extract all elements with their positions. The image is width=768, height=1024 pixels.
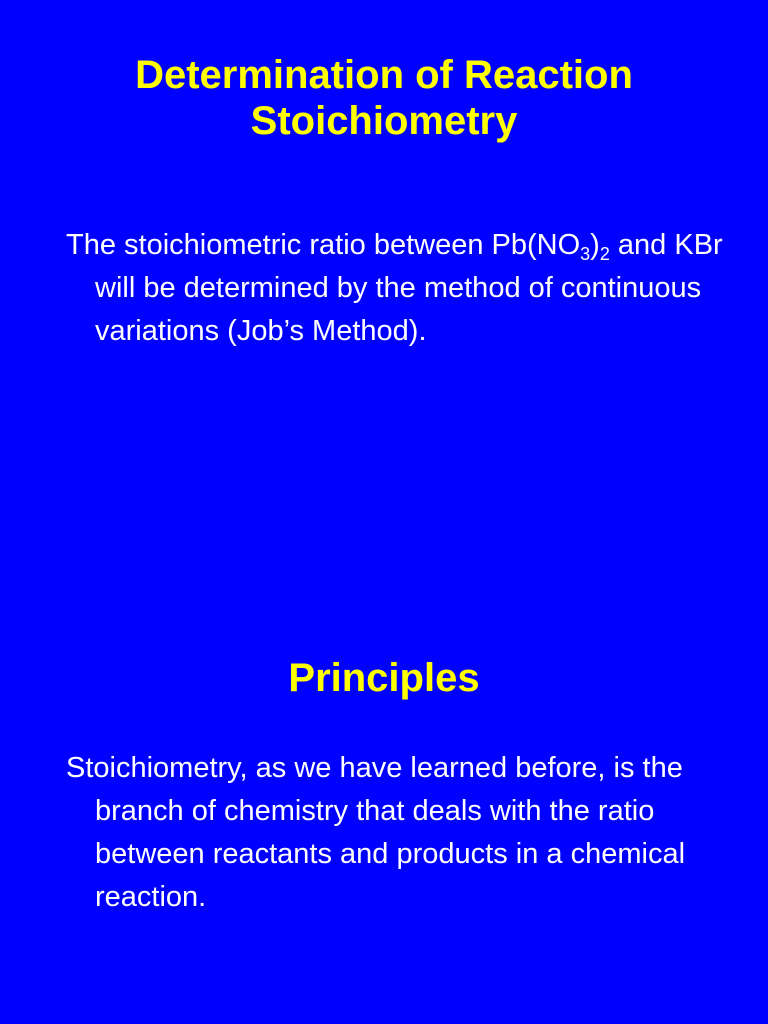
subscript-2: 2 — [599, 244, 610, 264]
title-line-1: Determination of Reaction — [135, 53, 633, 97]
body-text-part-1: The stoichiometric ratio between Pb(NO — [66, 229, 581, 261]
slide-principles — [0, 512, 768, 1024]
body-text-part-2: ) — [590, 229, 600, 261]
slide-body-text — [66, 224, 755, 353]
slide-title-principles: Principles — [288, 656, 480, 700]
title-line-2: Stoichiometry — [250, 99, 518, 143]
body-text-part-3: and KBr will be determined by the method of continuous variations (Job’s Method). — [95, 229, 723, 347]
subscript-3: 3 — [580, 244, 591, 264]
slide-title — [0, 52, 768, 144]
slide-body-text-principles: Stoichiometry, as we have learned before, is the branch of chemistry that deals with the ratio between reactants and products in a chemical reaction. — [66, 752, 686, 913]
